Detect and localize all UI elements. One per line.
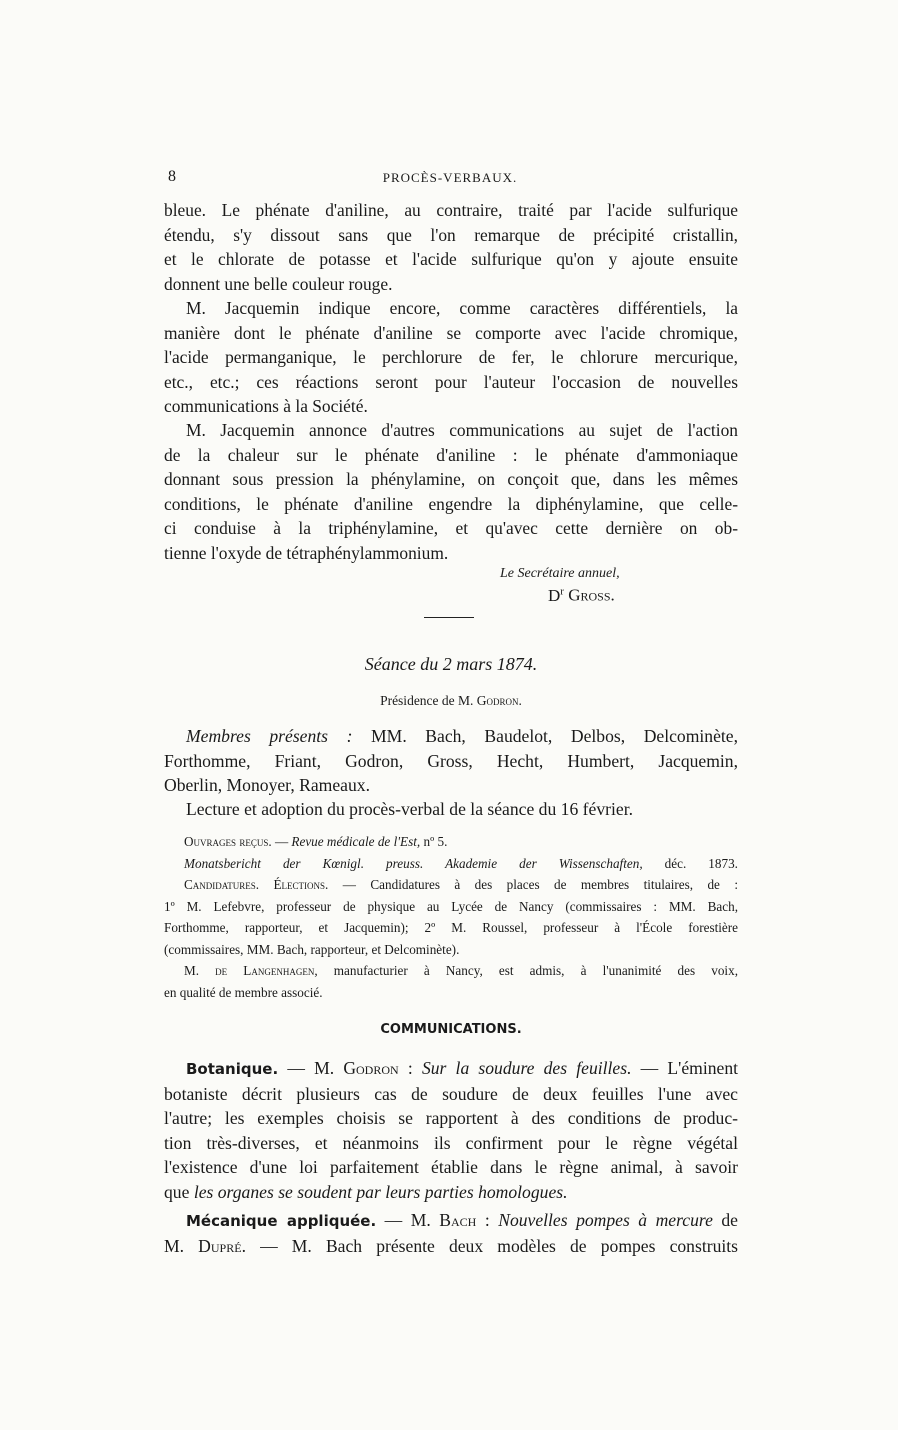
text-line: [164, 853, 738, 875]
presidence-line: [164, 693, 738, 709]
ouvrages-recus: [164, 831, 738, 1003]
paragraph-3: [164, 418, 738, 565]
mecanique-paragraph: [164, 1208, 738, 1258]
admission-prefix: M.: [184, 963, 216, 978]
text-line: [164, 1208, 738, 1234]
secretary-title: $D^r$: [548, 585, 564, 605]
communication-title: Nouvelles pompes à mercure: [498, 1210, 713, 1230]
ouvrage-number: nº 5.: [420, 834, 448, 849]
text-line: conditions, le phénate d'aniline engendre la diphénylamine, que celle-: [164, 493, 738, 514]
author-name: Godron: [343, 1058, 399, 1078]
text-line: et le chlorate de potasse et l'acide sulfurique qu'on y ajoute ensuite: [164, 249, 738, 269]
admission-text: , manufacturier à Nancy, est admis, à l'unanimité des voix,: [314, 963, 738, 978]
text-line: communications à la Société.: [164, 396, 368, 416]
text-line: Forthomme, Friant, Godron, Gross, Hecht, Humbert, Jacquemin,: [164, 750, 738, 771]
presidence-prefix: Présidence de M.: [380, 693, 474, 708]
seance-heading: Séance du 2 mars 1874.: [364, 654, 538, 674]
line-prefix: M.: [164, 1235, 199, 1256]
page-number: 8: [168, 168, 176, 185]
text-line: manière dont le phénate d'aniline se comporte avec l'acide chromique,: [164, 322, 738, 343]
section-label: Mécanique appliquée.: [186, 1212, 377, 1230]
person-name: Dupré: [198, 1235, 242, 1256]
candidatures-label: Candidatures. Élections.: [184, 877, 329, 892]
text-line: donnant sous pression la phénylamine, on conçoit que, dans les mêmes: [164, 469, 738, 489]
text-line: [164, 831, 738, 853]
paragraph-2: [164, 296, 738, 419]
text-line: etc., etc.; ces réactions seront pour l'auteur l'occasion de nouvelles: [164, 371, 738, 392]
text-line: Lecture et adoption du procès-verbal de la séance du 16 février.: [186, 799, 633, 819]
ouvrage-title: Monatsbericht der Kœnigl. preuss. Akademie der Wissenschaften,: [184, 855, 643, 871]
text-line: étendu, s'y dissout sans que l'on remarque de précipité cristallin,: [164, 224, 738, 245]
secretary-name: [548, 585, 615, 606]
text-line: l'autre; les exemples choisis se rapportent à des conditions de produc-: [164, 1108, 738, 1128]
text-line: l'acide permanganique, le perchlorure de fer, le chlorure mercurique,: [164, 347, 738, 367]
line-end: de: [712, 1210, 738, 1230]
admission-name: de Langenhagen: [215, 963, 315, 978]
page-header: [163, 168, 737, 188]
italic-phrase: les organes se soudent par leurs parties homologues.: [193, 1181, 568, 1202]
line-end: — L'éminent: [631, 1058, 739, 1078]
membres-label: Membres présents :: [186, 726, 353, 746]
colon: :: [398, 1058, 422, 1078]
text-line: Oberlin, Monoyer, Rameaux.: [164, 775, 370, 795]
lecture-line: [164, 797, 738, 822]
communication-title: Sur la soudure des feuilles.: [421, 1058, 632, 1078]
dash: — M.: [278, 1058, 344, 1078]
text-line: tion très-diverses, et néanmoins ils confirment pour le règne végétal: [164, 1132, 738, 1153]
section-divider: [424, 617, 474, 618]
text-line: bleue. Le phénate d'aniline, au contraire, traité par l'acide sulfurique: [164, 200, 738, 220]
colon: :: [476, 1210, 499, 1230]
line-prefix: que: [164, 1181, 194, 1202]
text-line: (commissaires, MM. Bach, rapporteur, et Delcominète).: [164, 941, 460, 957]
text-line: donnent une belle couleur rouge.: [164, 273, 393, 294]
membres-names: MM. Bach, Baudelot, Delbos, Delcominète,: [371, 726, 738, 746]
text-line: [164, 1056, 738, 1082]
botanique-paragraph: [164, 1056, 738, 1204]
text-line: [164, 960, 738, 982]
section-label: Botanique.: [186, 1060, 279, 1078]
author-name: Bach: [439, 1210, 477, 1230]
text-line: l'existence d'une loi parfaitement établie dans le règne animal, à savoir: [164, 1157, 738, 1177]
membres-presents: [164, 724, 738, 798]
text-line: [164, 1180, 738, 1205]
text-line: ci conduise à la triphénylamine, et qu'avec cette dernière on ob-: [164, 518, 738, 538]
dash: —: [271, 834, 292, 849]
text-line: de la chaleur sur le phénate d'aniline : le phénate d'ammoniaque: [164, 444, 738, 465]
presidence-name: Godron.: [476, 693, 522, 708]
text-line: [164, 874, 738, 896]
ouvrage-title: Revue médicale de l'Est,: [291, 834, 421, 849]
text-line: [164, 724, 738, 749]
text-line: M. Jacquemin annonce d'autres communications au sujet de l'action: [186, 420, 738, 440]
secretary-role: Le Secrétaire annuel,: [500, 566, 620, 581]
title-suffix: r: [560, 585, 564, 597]
text-line: en qualité de membre associé.: [164, 984, 323, 1000]
communications-heading: COMMUNICATIONS.: [380, 1022, 522, 1037]
line-rest: . — M. Bach présente deux modèles de pompes construits: [241, 1235, 738, 1256]
ouvrage-date: déc. 1873.: [642, 855, 738, 871]
text-line: [164, 1234, 738, 1259]
text-line: botaniste décrit plusieurs cas de soudure de deux feuilles l'une avec: [164, 1083, 738, 1104]
text-line: M. Jacquemin indique encore, comme caractères différentiels, la: [186, 298, 738, 318]
secretary-surname: Gross.: [568, 585, 615, 605]
dash: — M.: [376, 1210, 440, 1230]
paragraph-1: [164, 198, 738, 296]
text-line: 1º M. Lefebvre, professeur de physique au Lycée de Nancy (commissaires : MM. Bach,: [164, 898, 738, 914]
text-line: Forthomme, rapporteur, et Jacquemin); 2º M. Roussel, professeur à l'École forestière: [164, 920, 738, 935]
candidatures-text: — Candidatures à des places de membres titulaires, de :: [328, 877, 738, 892]
ouvrages-label: Ouvrages reçus.: [184, 834, 272, 849]
running-title: PROCÈS-VERBAUX.: [382, 170, 518, 185]
text-line: tienne l'oxyde de tétraphénylammonium.: [164, 542, 449, 563]
